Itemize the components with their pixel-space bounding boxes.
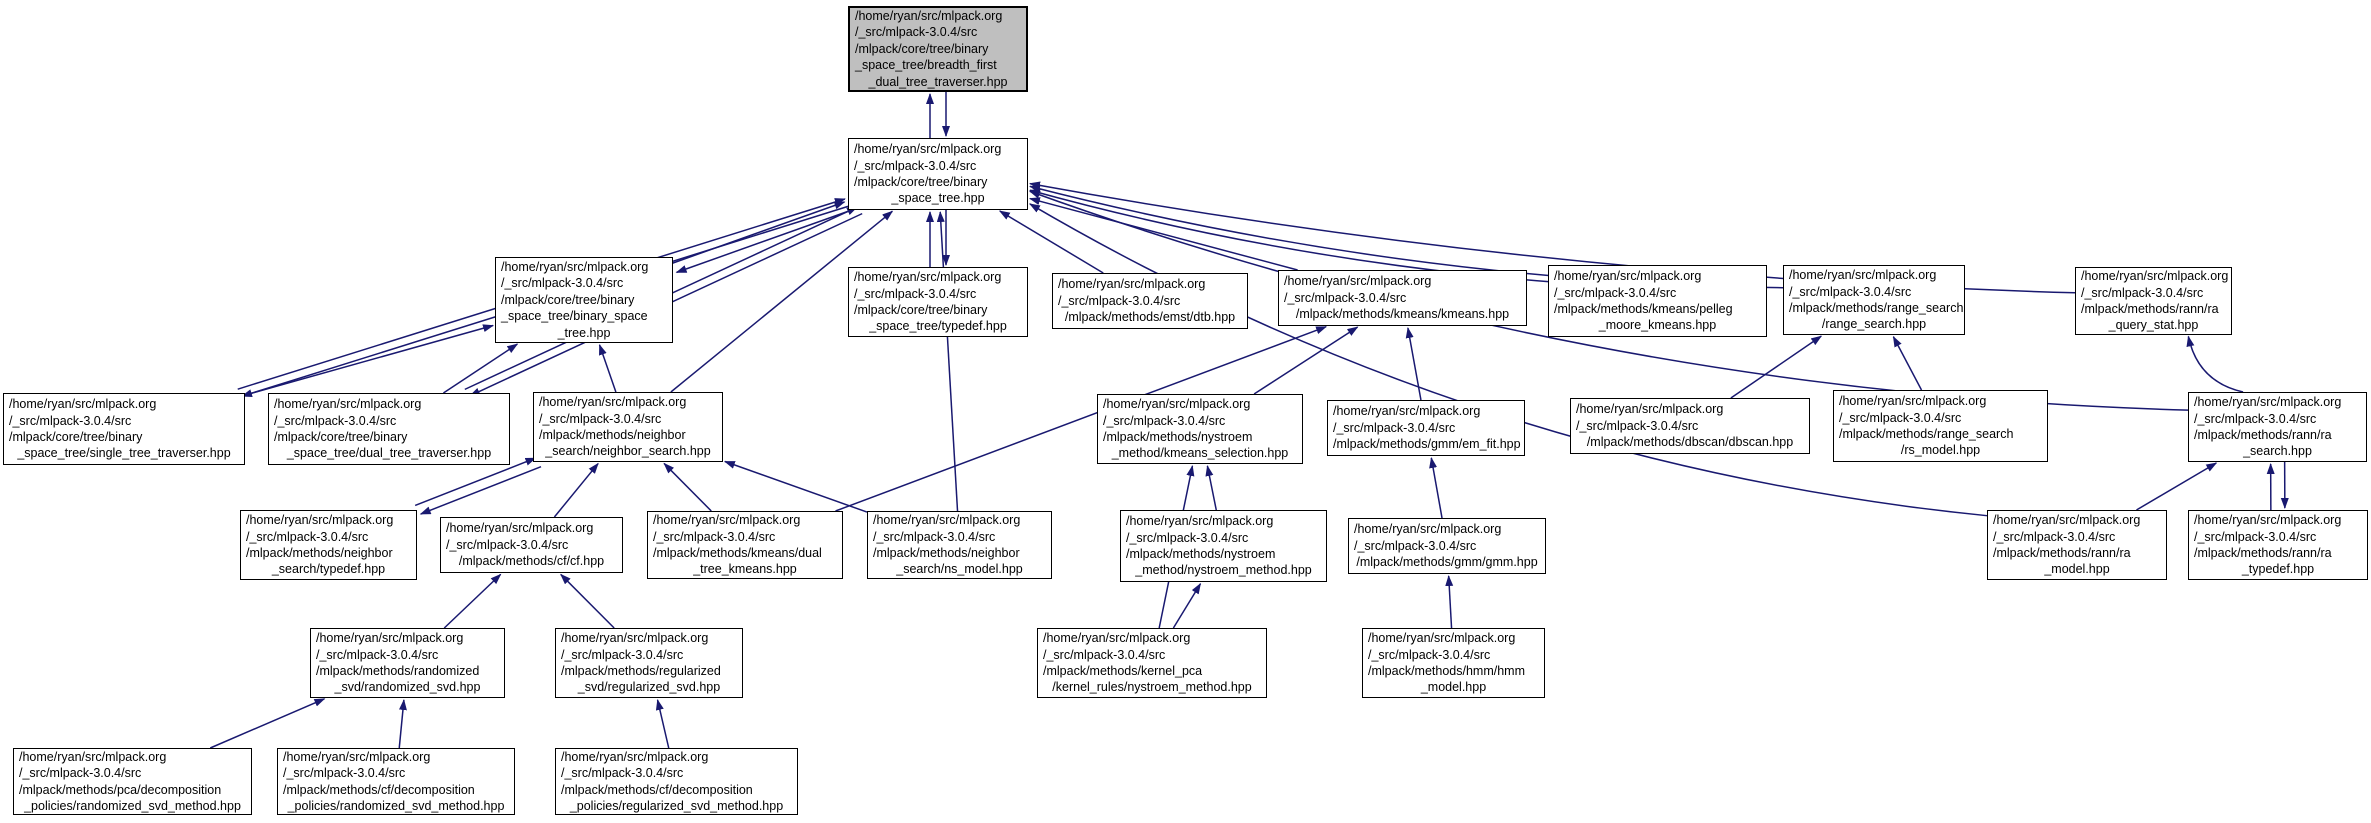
node-label-line: /_src/mlpack-3.0.4/src <box>873 529 996 544</box>
node-label-line: _search.hpp <box>2243 444 2312 459</box>
node-label-line: /home/ryan/src/mlpack.org <box>2194 395 2342 410</box>
node-label-line: _method/nystroem_method.hpp <box>1135 563 1312 578</box>
graph-edge <box>1173 584 1200 628</box>
node-label-line: _space_tree/single_tree_traverser.hpp <box>17 446 231 461</box>
graph-node[interactable] <box>1570 398 1810 454</box>
node-label-line: /_src/mlpack-3.0.4/src <box>1058 293 1181 308</box>
node-label-line: /mlpack/methods/regularized <box>561 664 721 678</box>
graph-edge <box>1030 199 1298 270</box>
node-label-line: /mlpack/core/tree/binary <box>9 430 143 444</box>
node-label-line: /mlpack/methods/emst/dtb.hpp <box>1064 310 1236 325</box>
node-label-line: /mlpack/core/tree/binary <box>274 430 408 444</box>
node-label-line: /mlpack/methods/dbscan/dbscan.hpp <box>1586 435 1794 450</box>
graph-edge <box>399 700 404 748</box>
node-label-line: _tree_kmeans.hpp <box>693 562 797 577</box>
node-label-line: /home/ryan/src/mlpack.org <box>873 513 1021 528</box>
graph-node[interactable] <box>1833 390 2048 462</box>
node-label-line: /home/ryan/src/mlpack.org <box>855 8 1003 23</box>
node-label-line: /home/ryan/src/mlpack.org <box>246 513 394 528</box>
node-label-line: /mlpack/methods/rann/ra <box>2194 428 2332 442</box>
node-label-line: /home/ryan/src/mlpack.org <box>1993 513 2141 528</box>
graph-node[interactable] <box>1120 510 1327 582</box>
node-label-line: /home/ryan/src/mlpack.org <box>561 749 709 764</box>
node-label-line: /_src/mlpack-3.0.4/src <box>316 647 439 662</box>
node-label-line: /_src/mlpack-3.0.4/src <box>1354 538 1477 553</box>
node-label-line: /_src/mlpack-3.0.4/src <box>1043 647 1166 662</box>
node-label-line: /mlpack/core/tree/binary <box>854 175 988 189</box>
graph-edge <box>664 463 711 511</box>
graph-node[interactable] <box>555 628 743 698</box>
graph-edge <box>677 211 850 273</box>
node-label-line: /mlpack/methods/rann/ra <box>2194 546 2332 560</box>
node-label-line: _space_tree/typedef.hpp <box>869 319 1007 334</box>
node-label-line: /_src/mlpack-3.0.4/src <box>1126 530 1249 545</box>
graph-node[interactable] <box>1362 628 1545 698</box>
node-label-line: _search/neighbor_search.hpp <box>545 444 711 459</box>
graph-edge <box>443 344 517 393</box>
graph-edge <box>1893 337 1921 390</box>
node-label-line: /home/ryan/src/mlpack.org <box>446 521 594 536</box>
node-label-line: _moore_kmeans.hpp <box>1598 318 1717 333</box>
graph-edge <box>554 464 598 517</box>
node-label-line: /mlpack/methods/cf/decomposition <box>561 782 753 797</box>
graph-node[interactable] <box>1097 394 1303 464</box>
graph-node[interactable] <box>13 748 252 815</box>
node-label-line: /home/ryan/src/mlpack.org <box>561 631 709 646</box>
node-label-line: /home/ryan/src/mlpack.org <box>1576 402 1724 417</box>
node-label-line: /mlpack/methods/nystroem <box>1126 547 1276 561</box>
node-label-line: /mlpack/methods/range_search <box>1789 301 1964 315</box>
node-label-line: /mlpack/methods/range_search <box>1839 427 2014 441</box>
node-label-line: /_src/mlpack-3.0.4/src <box>1333 420 1456 435</box>
node-label-line: /mlpack/methods/neighbor <box>873 546 1020 560</box>
node-label-line: /mlpack/methods/neighbor <box>246 546 393 560</box>
node-label-line: /mlpack/methods/gmm/gmm.hpp <box>1356 555 1538 570</box>
graph-edge <box>1030 204 1987 516</box>
node-label-line: /home/ryan/src/mlpack.org <box>9 397 157 412</box>
graph-edge <box>421 467 541 514</box>
node-label-line: /mlpack/methods/rann/ra <box>1993 546 2131 560</box>
node-label-line: /mlpack/core/tree/binary <box>501 292 635 307</box>
node-label-line: /mlpack/methods/kmeans/dual <box>653 546 822 560</box>
node-label-line: /_src/mlpack-3.0.4/src <box>1103 413 1226 428</box>
node-label-line: /home/ryan/src/mlpack.org <box>274 397 422 412</box>
node-label-line: _space_tree/binary_space <box>501 309 648 324</box>
graph-node[interactable] <box>240 510 417 580</box>
node-label-line: /kernel_rules/nystroem_method.hpp <box>1052 680 1252 695</box>
graph-node[interactable] <box>277 748 515 815</box>
node-label-line: /mlpack/methods/pca/decomposition <box>19 782 222 797</box>
node-label-line: /home/ryan/src/mlpack.org <box>1354 522 1502 537</box>
node-label-line: /_src/mlpack-3.0.4/src <box>283 766 406 781</box>
node-label-line: /_src/mlpack-3.0.4/src <box>1993 529 2116 544</box>
graph-node[interactable] <box>268 393 510 465</box>
graph-node[interactable] <box>495 257 673 343</box>
graph-node[interactable] <box>1348 518 1546 574</box>
graph-node[interactable] <box>533 392 723 462</box>
node-label-line: _policies/randomized_svd_method.hpp <box>24 798 241 813</box>
node-label-line: /_src/mlpack-3.0.4/src <box>854 158 977 173</box>
node-label-line: /home/ryan/src/mlpack.org <box>1284 274 1432 289</box>
graph-node[interactable] <box>2188 510 2368 580</box>
graph-edge <box>210 699 324 748</box>
node-label-line: /mlpack/methods/hmm/hmm <box>1368 664 1525 678</box>
node-label-line: _method/kmeans_selection.hpp <box>1111 446 1289 461</box>
node-label-line: _search/typedef.hpp <box>271 562 386 577</box>
graph-edge <box>415 458 535 505</box>
node-label-line: /_src/mlpack-3.0.4/src <box>653 529 776 544</box>
node-label-line: /mlpack/methods/rann/ra <box>2081 302 2219 316</box>
node-label-line: /_src/mlpack-3.0.4/src <box>446 537 569 552</box>
graph-node[interactable] <box>1548 265 1767 337</box>
node-label-line: /mlpack/methods/cf/cf.hpp <box>458 554 605 569</box>
node-label-line: /mlpack/methods/kmeans/pelleg <box>1554 302 1733 316</box>
node-label-line: /_src/mlpack-3.0.4/src <box>1554 285 1677 300</box>
node-label-line: _space_tree/breadth_first <box>855 58 997 73</box>
node-label-line: _policies/randomized_svd_method.hpp <box>287 798 505 813</box>
node-label-line: /_src/mlpack-3.0.4/src <box>1576 418 1699 433</box>
graph-node[interactable] <box>647 511 843 579</box>
node-label-line: /home/ryan/src/mlpack.org <box>501 259 649 274</box>
node-label-line: /_src/mlpack-3.0.4/src <box>274 413 397 428</box>
graph-edge <box>444 574 500 628</box>
node-label-line: _model.hpp <box>1420 680 1487 695</box>
graph-node[interactable] <box>867 511 1052 579</box>
node-label-line: _query_stat.hpp <box>2108 318 2199 333</box>
node-label-line: /home/ryan/src/mlpack.org <box>1789 268 1937 283</box>
graph-node[interactable] <box>1052 273 1248 329</box>
node-label-line: /_src/mlpack-3.0.4/src <box>561 647 684 662</box>
graph-node[interactable] <box>848 267 1028 337</box>
node-label-line: /_src/mlpack-3.0.4/src <box>501 276 624 291</box>
node-label-line: /_src/mlpack-3.0.4/src <box>1368 647 1491 662</box>
graph-node[interactable] <box>1327 400 1525 456</box>
graph-edge <box>1408 328 1421 400</box>
node-label-line: /home/ryan/src/mlpack.org <box>653 513 801 528</box>
graph-edge <box>1449 576 1452 628</box>
graph-edge <box>2188 336 2243 392</box>
graph-node[interactable] <box>440 517 623 573</box>
node-label-line: _space_tree.hpp <box>891 191 985 206</box>
node-label-line: /mlpack/methods/randomized <box>316 664 480 678</box>
node-label-line: /mlpack/core/tree/binary <box>855 41 989 56</box>
graph-edge <box>725 461 867 512</box>
node-label-line: _svd/regularized_svd.hpp <box>577 680 721 695</box>
node-label-line: _model.hpp <box>2044 562 2110 577</box>
graph-edge <box>1000 211 1103 273</box>
node-label-line: /_src/mlpack-3.0.4/src <box>2194 529 2317 544</box>
node-label-line: /mlpack/methods/kernel_pca <box>1043 664 1203 678</box>
node-label-line: /_src/mlpack-3.0.4/src <box>2194 411 2317 426</box>
graph-edge <box>600 345 616 392</box>
node-label-line: /mlpack/methods/cf/decomposition <box>283 782 475 797</box>
node-label-line: /home/ryan/src/mlpack.org <box>1103 397 1251 412</box>
node-label-line: _policies/regularized_svd_method.hpp <box>569 798 784 813</box>
node-label-line: /mlpack/core/tree/binary <box>854 303 988 317</box>
node-label-line: /range_search.hpp <box>1821 317 1927 332</box>
graph-node[interactable] <box>2075 267 2232 335</box>
node-label-line: _typedef.hpp <box>2241 562 2315 577</box>
node-label-line: /_src/mlpack-3.0.4/src <box>1284 290 1407 305</box>
node-label-line: _tree.hpp <box>557 325 611 340</box>
graph-edge <box>1254 327 1357 394</box>
node-label-line: /home/ryan/src/mlpack.org <box>2081 269 2229 284</box>
node-label-line: /home/ryan/src/mlpack.org <box>1554 269 1702 284</box>
node-label-line: /home/ryan/src/mlpack.org <box>1839 394 1987 409</box>
node-label-line: /_src/mlpack-3.0.4/src <box>855 25 978 40</box>
node-label-line: /mlpack/methods/kmeans/kmeans.hpp <box>1295 307 1510 322</box>
node-label-line: /_src/mlpack-3.0.4/src <box>246 529 369 544</box>
graph-edge <box>1431 458 1442 518</box>
graph-node[interactable] <box>2188 392 2367 462</box>
node-label-line: /home/ryan/src/mlpack.org <box>854 142 1002 157</box>
graph-edge <box>2136 463 2216 510</box>
graph-edge <box>561 574 614 628</box>
node-label-line: /home/ryan/src/mlpack.org <box>1368 631 1516 646</box>
graph-node[interactable] <box>310 628 505 698</box>
node-label-line: /home/ryan/src/mlpack.org <box>1058 277 1206 292</box>
node-label-line: /home/ryan/src/mlpack.org <box>1043 631 1191 646</box>
node-label-line: _svd/randomized_svd.hpp <box>334 680 481 695</box>
node-label-line: /_src/mlpack-3.0.4/src <box>19 766 142 781</box>
graph-root-node <box>848 6 1028 92</box>
node-label-line: /home/ryan/src/mlpack.org <box>283 749 431 764</box>
graph-edge <box>1207 466 1216 510</box>
graph-edge <box>658 700 669 748</box>
graph-node[interactable] <box>848 138 1028 210</box>
node-label-line: /mlpack/methods/gmm/em_fit.hpp <box>1333 437 1521 452</box>
node-label-line: /home/ryan/src/mlpack.org <box>1126 514 1274 529</box>
node-label-line: /home/ryan/src/mlpack.org <box>316 631 464 646</box>
node-label-line: /rs_model.hpp <box>1900 443 1981 458</box>
graph-edge <box>1731 336 1821 398</box>
node-label-line: /_src/mlpack-3.0.4/src <box>2081 285 2204 300</box>
node-label-line: _space_tree/dual_tree_traverser.hpp <box>286 446 492 461</box>
node-label-line: /home/ryan/src/mlpack.org <box>539 395 687 410</box>
graph-node[interactable] <box>1987 510 2167 580</box>
node-label-line: _search/ns_model.hpp <box>896 562 1023 577</box>
node-label-line: /_src/mlpack-3.0.4/src <box>539 411 662 426</box>
graph-node[interactable] <box>3 393 245 465</box>
node-label-line: /home/ryan/src/mlpack.org <box>854 270 1002 285</box>
node-label-line: /mlpack/methods/nystroem <box>1103 430 1253 444</box>
node-label-line: /_src/mlpack-3.0.4/src <box>854 286 977 301</box>
node-label-line: /_src/mlpack-3.0.4/src <box>1839 410 1962 425</box>
node-label-line: /home/ryan/src/mlpack.org <box>1333 404 1481 419</box>
node-label-line: /_src/mlpack-3.0.4/src <box>1789 284 1912 299</box>
graph-node[interactable] <box>1783 265 1965 335</box>
node-label-line: /_src/mlpack-3.0.4/src <box>561 766 684 781</box>
node-label-line: /home/ryan/src/mlpack.org <box>19 749 167 764</box>
graph-node[interactable] <box>555 748 798 815</box>
node-label-line: /mlpack/methods/neighbor <box>539 428 686 442</box>
node-label-line: /home/ryan/src/mlpack.org <box>2194 513 2342 528</box>
graph-node[interactable] <box>1278 270 1527 326</box>
node-label-line: /_src/mlpack-3.0.4/src <box>9 413 132 428</box>
node-label-line: _dual_tree_traverser.hpp <box>868 74 1008 89</box>
graph-node[interactable] <box>1037 628 1267 698</box>
